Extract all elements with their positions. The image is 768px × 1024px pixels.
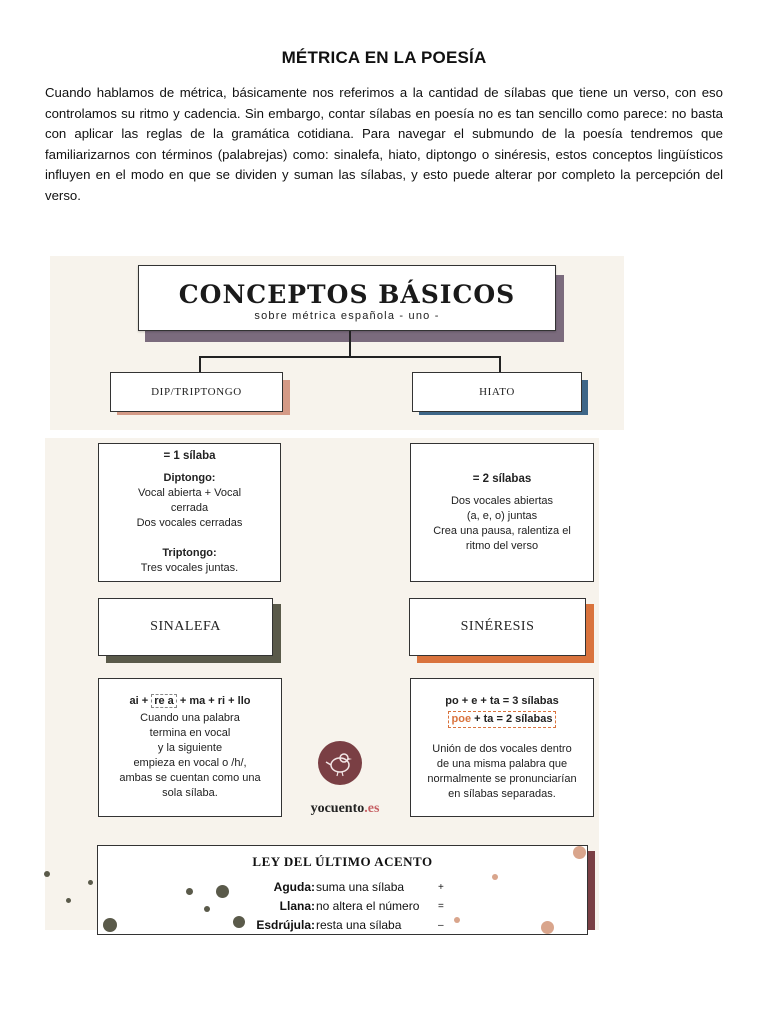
sinalefa-example <box>99 694 281 709</box>
document-title: MÉTRICA EN LA POESÍA <box>281 48 487 67</box>
sinalefa-example-part-2: + ma + ri + llo <box>176 695 251 707</box>
ley-term-label: Llana: <box>279 899 315 913</box>
decorative-dot <box>233 916 245 928</box>
hiato-line-4: ritmo del verso <box>465 540 539 552</box>
logo-tld: .es <box>364 801 380 816</box>
diptongo-label: DIP/TRIPTONGO <box>151 386 242 398</box>
connector-vertical <box>349 331 351 357</box>
sineresis-line-1: Unión de dos vocales dentro <box>432 743 572 755</box>
connector-left <box>199 356 201 372</box>
sinalefa-line-6: sola sílaba. <box>162 787 218 799</box>
sinalefa-example-part-1: ai + <box>129 695 152 707</box>
triptongo-line-1: Tres vocales juntas. <box>140 562 239 574</box>
ley-accent-bar <box>587 851 595 930</box>
connector-right <box>499 356 501 372</box>
diptongo-line-3: Dos vocales cerradas <box>136 517 243 529</box>
diptongo-line-2: cerrada <box>170 502 209 514</box>
document-intro-paragraph: Cuando hablamos de métrica, básicamente nos referimos a la cantidad de sílabas que tiene un verso, con eso controlamos su ritmo y cadencia. Sin embargo, contar sílabas en poesía no es tan sencillo como parece: no basta con aplicar las reglas de la gramática cotidiana. Para navegar el submundo de la poesía tendremos que familiarizarnos con términos (palabrejas) como: sinalefa, hiato, diptongo o sinéresis, estos conceptos lingüísticos influyen en el modo en que se dividen y suman las sílabas, y esto puede alterar por completo la percepción del verso. <box>45 85 723 203</box>
hiato-card <box>410 443 594 582</box>
sineresis-example-1: po + e + ta = 3 sílabas <box>445 695 559 707</box>
ley-title: LEY DEL ÚLTIMO ACENTO <box>252 854 433 869</box>
sinalefa-line-2: termina en vocal <box>149 727 231 739</box>
decorative-dot <box>88 880 93 885</box>
diptongo-card <box>98 443 281 582</box>
ley-sign: = <box>438 901 444 912</box>
diptongo-line-1: Vocal abierta + Vocal <box>137 487 242 499</box>
header-box <box>138 265 556 331</box>
ley-term-label: Esdrújula: <box>256 918 315 932</box>
decorative-dot <box>103 918 117 932</box>
diptongo-label-box <box>110 372 283 412</box>
diptongo-syllables: = 1 sílaba <box>163 450 216 462</box>
ley-desc: no altera el número <box>316 899 420 913</box>
sinalefa-label-box <box>98 598 273 656</box>
sinalefa-line-3: y la siguiente <box>157 742 223 754</box>
logo-name: yocuento <box>310 801 365 816</box>
sinalefa-label: SINALEFA <box>150 619 221 634</box>
sineresis-line-4: en sílabas separadas. <box>448 788 556 800</box>
ley-term-label: Aguda: <box>273 880 315 894</box>
decorative-dot <box>541 921 554 934</box>
connector-horizontal <box>199 356 501 358</box>
decorative-dot <box>66 898 71 903</box>
diptongo-title: Diptongo: <box>163 472 216 484</box>
sinalefa-card <box>98 678 282 817</box>
ley-sign: – <box>438 920 444 931</box>
logo-badge <box>318 741 362 785</box>
hiato-line-3: Crea una pausa, ralentiza el <box>433 525 571 537</box>
sineresis-label-box <box>409 598 586 656</box>
sinalefa-line-1: Cuando una palabra <box>140 712 240 724</box>
hiato-syllables: = 2 sílabas <box>472 473 532 485</box>
triptongo-title: Triptongo: <box>162 547 217 559</box>
hiato-label: HIATO <box>479 386 515 398</box>
header-subtitle: sobre métrica española - uno - <box>254 310 440 322</box>
ley-desc: suma una sílaba <box>316 880 405 894</box>
ley-row <box>98 916 587 935</box>
hiato-label-box <box>412 372 582 412</box>
decorative-dot <box>216 885 229 898</box>
header-title: CONCEPTOS BÁSICOS <box>178 280 516 309</box>
decorative-dot <box>44 871 50 877</box>
sineresis-card <box>410 678 594 817</box>
bird-icon <box>318 741 362 785</box>
hiato-line-2: (a, e, o) juntas <box>466 510 538 522</box>
ley-rows <box>98 878 587 935</box>
decorative-dot <box>492 874 498 880</box>
sinalefa-line-4: empieza en vocal o /h/, <box>133 757 247 769</box>
ley-sign: + <box>438 882 444 893</box>
ley-desc: resta una sílaba <box>316 918 402 932</box>
ley-row <box>98 897 587 916</box>
decorative-dot <box>454 917 460 923</box>
logo-text <box>300 801 390 817</box>
hiato-line-1: Dos vocales abiertas <box>450 495 554 507</box>
sinalefa-line-5: ambas se cuentan como una <box>119 772 261 784</box>
sinalefa-example-highlight: re a <box>151 694 177 708</box>
decorative-dot <box>573 846 586 859</box>
ley-term-llana <box>65 897 315 916</box>
sineresis-example-2-rest: + ta = 2 sílabas <box>471 713 553 725</box>
decorative-dot <box>186 888 193 895</box>
sineresis-example-2-highlight: poe <box>451 713 472 725</box>
sineresis-example-2-box <box>448 711 557 728</box>
sineresis-line-3: normalmente se pronunciarían <box>427 773 577 785</box>
sineresis-example-2 <box>411 711 593 728</box>
ley-row <box>98 878 587 897</box>
decorative-dot <box>204 906 210 912</box>
sineresis-line-2: de una misma palabra que <box>436 758 568 770</box>
sineresis-label: SINÉRESIS <box>460 619 535 634</box>
ley-box <box>97 845 588 935</box>
